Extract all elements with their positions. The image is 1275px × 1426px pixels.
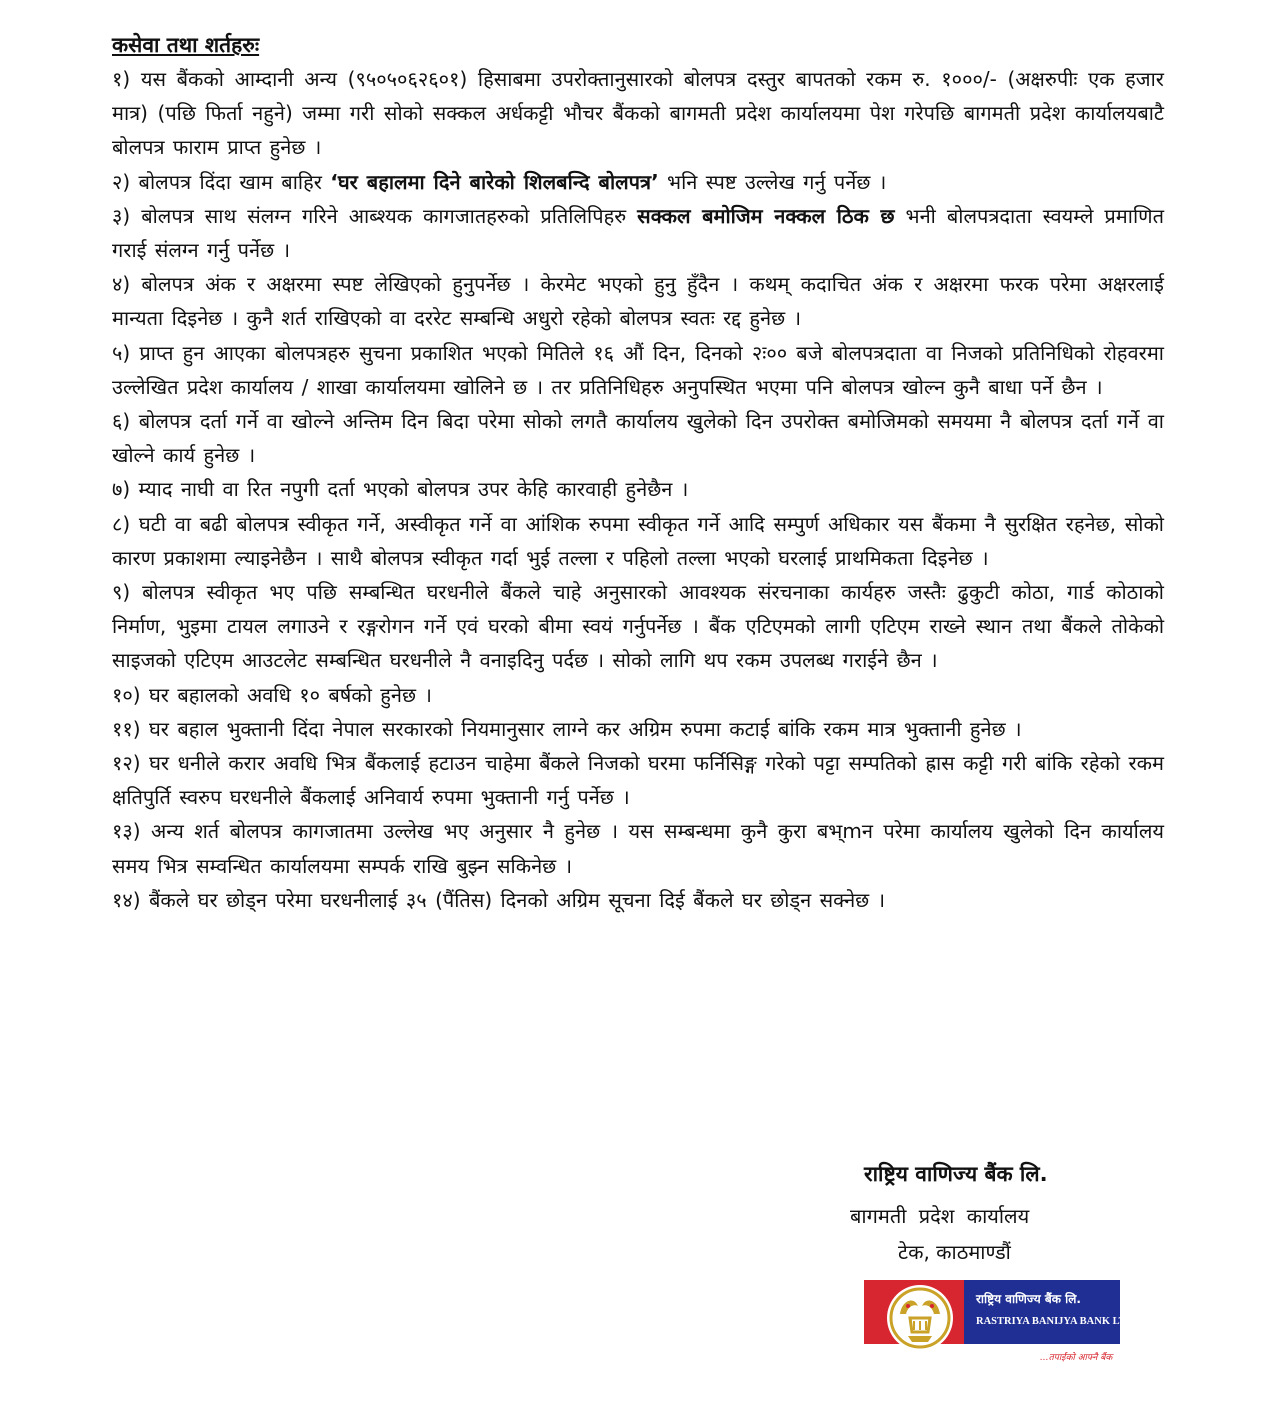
clause-2-bold-text: ‘घर बहालमा दिने बारेको शिलबन्दि बोलपत्र’ [330, 169, 659, 194]
logo-tagline: ...तपाईंको आफ्नै बैंक [1040, 1353, 1113, 1363]
signature-organization: राष्ट्रिय वाणिज्य बैंक लि. [864, 1162, 1048, 1186]
clause-2 [112, 165, 1164, 199]
clause-9: ९) बोलपत्र स्वीकृत भए पछि सम्बन्धित घरधनीले बैंकले चाहे अनुसारको आवश्यक संरचनाका कार्यहरु जस्तैः ढुकुटी कोठा, गार्ड कोठाको निर्माण, भुइमा टायल लगाउने र रङ्गरोगन गर्ने एवं घरको बीमा स्वयं गर्नुपर्नेछ । बैंक एटिएमको लागी एटिएम राख्ने स्थान तथा बैंकले तोकेको साइजको एटिएम आउटलेट सम्बन्धित घरधनीले नै वनाइदिनु पर्दछ । सोको लागि थप रकम उपलब्ध गराईने छैन । [112, 580, 1164, 673]
clause-3-text-before: ३) बोलपत्र साथ संलग्न गरिने आब्श्यक कागजातहरुको प्रतिलिपिहरु [112, 203, 638, 228]
clause-1: १) यस बैंकको आम्दानी अन्य (९५०५०६२६०१) हिसाबमा उपरोक्तानुसारको बोलपत्र दस्तुर बापतको रकम रु. १०००/- (अक्षरुपीः एक हजार मात्र) (पछि फिर्ता नहुने) जम्मा गरी सोको सक्कल अर्धकट्टी भौचर बैंकको बागमती प्रदेश कार्यालयमा पेश गरेपछि बागमती प्रदेश कार्यालयबाटै बोलपत्र फाराम प्राप्त हुनेछ । [112, 67, 1164, 160]
clause-14: १४) बैंकले घर छोड्न परेमा घरधनीलाई ३५ (पैंतिस) दिनको अग्रिम सूचना दिई बैंकले घर छोड्न सक्नेछ । [112, 887, 886, 912]
clause-10: १०) घर बहालको अवधि १० बर्षको हुनेछ । [112, 682, 432, 707]
signature-office: बागमती प्रदेश कार्यालय [850, 1204, 1030, 1228]
clause-8: ८) घटी वा बढी बोलपत्र स्वीकृत गर्ने, अस्वीकृत गर्ने वा आंशिक रुपमा स्वीकृत गर्ने आदि सम्पुर्ण अधिकार यस बैंकमा नै सुरक्षित रहनेछ, सोको कारण प्रकाशमा ल्याइनेछैन । साथै बोलपत्र स्वीकृत गर्दा भुई तल्ला र पहिलो तल्ला भएको घरलाई प्राथमिकता दिइनेछ । [112, 511, 1164, 570]
clause-13: १३) अन्य शर्त बोलपत्र कागजातमा उल्लेख भए अनुसार नै हुनेछ । यस सम्बन्धमा कुनै कुरा बभ्mन परेमा कार्यालय खुलेको दिन कार्यालय समय भित्र सम्वन्धित कार्यालयमा सम्पर्क राखि बुझ्न सकिनेछ । [112, 819, 1164, 878]
clause-12: १२) घर धनीले करार अवधि भित्र बैंकलाई हटाउन चाहेमा बैंकले निजको घरमा फर्निसिङ्ग गरेको पट्टा सम्पतिको ह्रास कट्टी गरी बांकि रहेको रकम क्षतिपुर्ति स्वरुप घरधनीले बैंकलाई अनिवार्य रुपमा भुक्तानी गर्नु पर्नेछ । [112, 751, 1164, 810]
signature-place: टेक, काठमाण्डौं [898, 1240, 1011, 1264]
logo-name-nepali: राष्ट्रिय वाणिज्य बैंक लि. [976, 1292, 1081, 1306]
clause-2-text-after: भनि स्पष्ट उल्लेख गर्नु पर्नेछ । [658, 169, 887, 194]
logo-name-english: RASTRIYA BANIJYA BANK LTD. [976, 1316, 1136, 1327]
clause-6: ६) बोलपत्र दर्ता गर्ने वा खोल्ने अन्तिम दिन बिदा परेमा सोको लगतै कार्यालय खुलेको दिन उपरोक्त बमोजिमको समयमा नै बोलपत्र दर्ता गर्ने वा खोल्ने कार्य हुनेछ । [112, 409, 1164, 468]
bank-emblem-icon [884, 1282, 956, 1354]
clause-2-text-before: २) बोलपत्र दिंदा खाम बाहिर [112, 169, 331, 194]
clause-5: ५) प्राप्त हुन आएका बोलपत्रहरु सुचना प्रकाशित भएको मितिले १६ औं दिन, दिनको २ः०० बजे बोलपत्रदाता वा निजको प्रतिनिधिको रोहवरमा उल्लेखित प्रदेश कार्यालय / शाखा कार्यालयमा खोलिने छ । तर प्रतिनिधिहरु अनुपस्थित भएमा पनि बोलपत्र खोल्न कुनै बाधा पर्ने छैन । [112, 340, 1164, 399]
clause-7: ७) म्याद नाघी वा रित नपुगी दर्ता भएको बोलपत्र उपर केहि कारवाही हुनेछैन । [112, 477, 689, 502]
terms-heading: कसेवा तथा शर्तहरुः [112, 33, 260, 57]
clause-4: ४) बोलपत्र अंक र अक्षरमा स्पष्ट लेखिएको हुनुपर्नेछ । केरमेट भएको हुनु हुँदैन । कथम् कदाचित अंक र अक्षरमा फरक परेमा अक्षरलाई मान्यता दिइनेछ । कुनै शर्त राखिएको वा दररेट सम्बन्धि अधुरो रहेको बोलपत्र स्वतः रद्द हुनेछ । [112, 272, 1164, 331]
notice-terms [112, 28, 1164, 917]
clause-3-bold-text: सक्कल बमोजिम नक्कल ठिक छ [637, 203, 895, 228]
clause-3-text-after: भनी बोलपत्रदाता स्वयम्ले प्रमाणित गराई संलग्न गर्नु पर्नेछ । [112, 203, 1164, 263]
clause-3 [112, 199, 1164, 267]
clause-11: ११) घर बहाल भुक्तानी दिंदा नेपाल सरकारको नियमानुसार लाग्ने कर अग्रिम रुपमा कटाई बांकि रकम मात्र भुक्तानी हुनेछ । [112, 716, 1022, 741]
bank-logo [864, 1280, 1136, 1370]
